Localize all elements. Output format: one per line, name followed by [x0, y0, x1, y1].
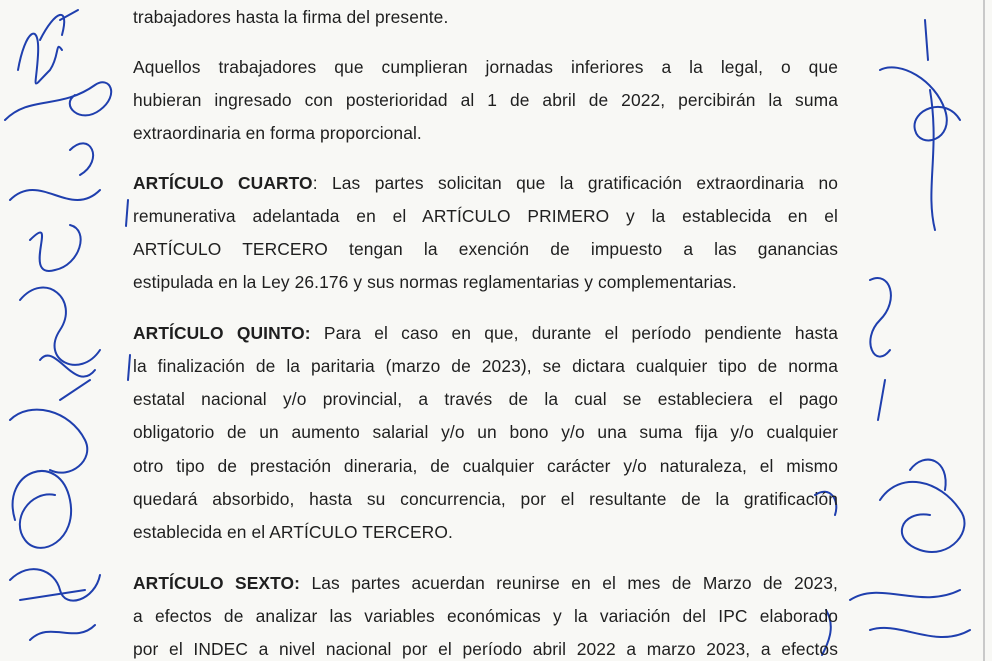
- signature-left-3: [5, 82, 111, 175]
- signature-left-8: [10, 569, 100, 601]
- signature-left-4: [10, 190, 100, 271]
- text-line: ARTÍCULO TERCERO tengan la exención de impuesto a las ganancias: [133, 239, 838, 259]
- text-line: otro tipo de prestación dineraria, de cualquier carácter y/o naturaleza, el mismo: [133, 456, 838, 476]
- signature-left-9: [30, 625, 95, 640]
- text-line: estatal nacional y/o provincial, a través de la cual se estableciera el pago: [133, 389, 838, 409]
- signature-left-7: [13, 471, 71, 548]
- signature-right-6: [850, 590, 970, 637]
- text-line: a efectos de analizar las variables económicas y la variación del IPC elaborado: [133, 606, 838, 626]
- pen-mark-2: [128, 355, 130, 380]
- text-line: estipulada en la Ley 26.176 y sus normas reglamentarias y complementarias.: [133, 272, 737, 292]
- article-sexto-heading-line: ARTÍCULO SEXTO: Las partes acuerdan reunirse en el mes de Marzo de 2023,: [133, 573, 838, 593]
- text-line: por el INDEC a nivel nacional por el período abril 2022 a marzo 2023, a efectos: [133, 639, 838, 659]
- signature-left-2: [40, 10, 78, 40]
- pen-mark-1: [126, 200, 128, 226]
- text-line: la finalización de la paritaria (marzo de 2023), se dictara cualquier tipo de norma: [133, 356, 838, 376]
- text-line: hubieran ingresado con posterioridad al 1 de abril de 2022, percibirán la suma: [133, 90, 838, 110]
- text-line: trabajadores hasta la firma del presente.: [133, 7, 449, 27]
- text-line: obligatorio de un aumento salarial y/o un bono y/o una suma fija y/o cualquier: [133, 422, 838, 442]
- text-line: extraordinaria en forma proporcional.: [133, 123, 422, 143]
- signature-left-1: [18, 34, 62, 84]
- signature-right-4: [880, 482, 964, 552]
- signature-left-6: [10, 380, 90, 473]
- text-line: Aquellos trabajadores que cumplieran jornadas inferiores a la legal, o que: [133, 57, 838, 77]
- article-quinto-heading-line: ARTÍCULO QUINTO: Para el caso en que, durante el período pendiente hasta: [133, 323, 838, 343]
- signature-right-3: [870, 278, 891, 420]
- text-line: quedará absorbido, hasta su concurrencia, por el resultante de la gratificación: [133, 489, 838, 509]
- signature-right-1: [880, 67, 960, 140]
- text-line: remunerativa adelantada en el ARTÍCULO PRIMERO y la establecida en el: [133, 206, 838, 226]
- text-line: establecida en el ARTÍCULO TERCERO.: [133, 522, 453, 542]
- signature-left-5: [20, 288, 100, 377]
- article-cuarto-heading-line: ARTÍCULO CUARTO: Las partes solicitan que la gratificación extraordinaria no: [133, 173, 838, 193]
- signature-right-2: [925, 20, 935, 230]
